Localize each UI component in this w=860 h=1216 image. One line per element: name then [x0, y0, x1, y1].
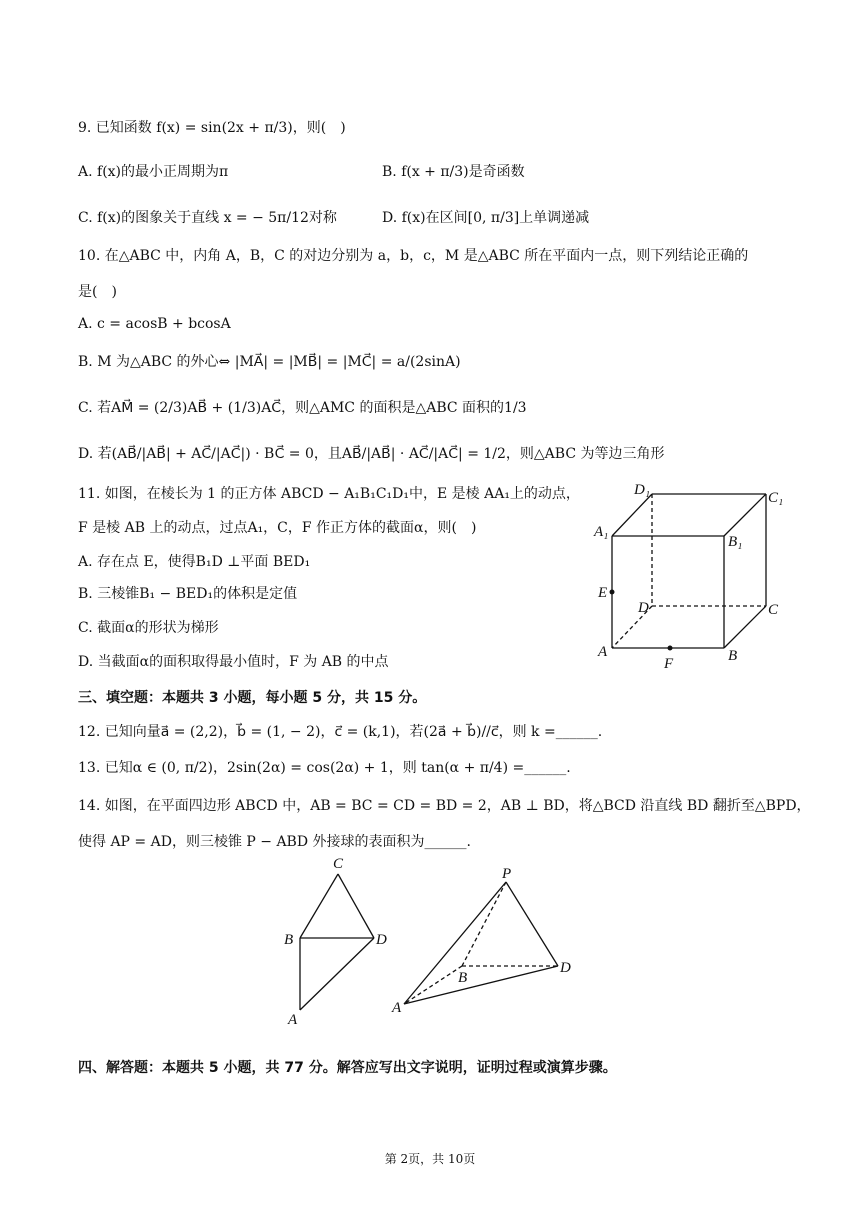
- section-4-heading: 四、解答题：本题共 5 小题，共 77 分。解答应写出文字说明，证明过程或演算步骤。: [78, 1060, 617, 1076]
- q9-option-a: A. f(x)的最小正周期为π: [78, 164, 229, 180]
- pyramid-figure: [388, 862, 588, 1022]
- edge-ad: [300, 938, 374, 1010]
- label-b: B: [284, 932, 294, 948]
- point-f: [668, 646, 673, 651]
- q10-option-b: B. M 为△ABC 的外心⇔ |MA⃗| = |MB⃗| = |MC⃗| = a/(2sinA): [78, 354, 461, 370]
- q14-line2: 使得 AP = AD，则三棱锥 P − ABD 外接球的表面积为______.: [78, 834, 471, 850]
- label-a: A: [392, 1000, 402, 1016]
- label-e: E: [598, 585, 608, 601]
- section-3-heading: 三、填空题：本题共 3 小题，每小题 5 分，共 15 分。: [78, 690, 427, 706]
- edge-pa: [404, 882, 506, 1004]
- edge-c1b1: [724, 494, 766, 536]
- label-c1: C₁: [768, 490, 784, 506]
- cube-figure: [590, 474, 790, 674]
- edge-pd: [506, 882, 558, 966]
- label-d1: D₁: [634, 482, 651, 498]
- label-a1: A₁: [594, 524, 609, 540]
- q9-option-b: B. f(x + π/3)是奇函数: [382, 164, 525, 180]
- label-d: D: [376, 932, 387, 948]
- label-c: C: [768, 602, 779, 618]
- label-b1: B₁: [728, 534, 743, 550]
- point-e: [610, 590, 615, 595]
- label-b: B: [728, 648, 738, 664]
- edge-bc: [300, 874, 338, 938]
- q14-line1: 14. 如图，在平面四边形 ABCD 中，AB = BC = CD = BD = 2，AB ⊥ BD，将△BCD 沿直线 BD 翻折至△BPD，: [78, 798, 811, 814]
- q9-option-c: C. f(x)的图象关于直线 x = − 5π/12对称: [78, 210, 337, 226]
- edge-ab: [404, 966, 462, 1004]
- page-footer: 第 2页，共 10页: [384, 1152, 476, 1166]
- label-p: P: [502, 866, 512, 882]
- q9-option-d: D. f(x)在区间[0, π/3]上单调递减: [382, 210, 590, 226]
- label-d: D: [560, 960, 571, 976]
- label-b: B: [458, 970, 468, 986]
- q11-option-c: C. 截面α的形状为梯形: [78, 620, 219, 636]
- q10-option-d: D. 若(AB⃗/|AB⃗| + AC⃗/|AC⃗|) · BC⃗ = 0，且AB⃗/|AB⃗| · AC⃗/|AC⃗| = 1/2，则△ABC 为等边三角形: [78, 446, 665, 462]
- q11-option-b: B. 三棱锥B₁ − BED₁的体积是定值: [78, 586, 298, 602]
- edge-ad: [404, 966, 558, 1004]
- label-a: A: [598, 644, 608, 660]
- edge-a1d1: [612, 494, 652, 536]
- label-c: C: [333, 856, 344, 872]
- q11-option-d: D. 当截面α的面积取得最小值时，F 为 AB 的中点: [78, 654, 389, 670]
- q12: 12. 已知向量a⃗ = (2,2)，b⃗ = (1, − 2)，c⃗ = (k,1)，若(2a⃗ + b⃗)//c⃗，则 k =______.: [78, 724, 603, 740]
- label-d: D: [638, 600, 649, 616]
- q9-stem: 9. 已知函数 f(x) = sin(2x + π/3)，则( ): [78, 120, 346, 136]
- edge-cd: [338, 874, 374, 938]
- q11-option-a: A. 存在点 E，使得B₁D ⊥平面 BED₁: [78, 554, 311, 570]
- q10-stem-line2: 是( ): [78, 284, 117, 300]
- edge-pb: [462, 882, 506, 966]
- q11-stem-line1: 11. 如图，在棱长为 1 的正方体 ABCD − A₁B₁C₁D₁中，E 是棱 AA₁上的动点，: [78, 486, 580, 502]
- q11-stem-line2: F 是棱 AB 上的动点，过点A₁，C，F 作正方体的截面α，则( ): [78, 520, 477, 536]
- q13: 13. 已知α ∈ (0, π/2)，2sin(2α) = cos(2α) + 1，则 tan(α + π/4) =______.: [78, 760, 571, 776]
- q10-option-a: A. c = acosB + bcosA: [78, 316, 231, 332]
- label-f: F: [664, 656, 674, 672]
- label-a: A: [288, 1012, 298, 1028]
- q10-stem-line1: 10. 在△ABC 中，内角 A，B，C 的对边分别为 a，b，c，M 是△ABC 所在平面内一点，则下列结论正确的: [78, 248, 749, 264]
- quadrilateral-figure: [280, 854, 400, 1034]
- edge-cb: [724, 606, 766, 648]
- q10-option-c: C. 若AM⃗ = (2/3)AB⃗ + (1/3)AC⃗，则△AMC 的面积是△ABC 面积的1/3: [78, 400, 527, 416]
